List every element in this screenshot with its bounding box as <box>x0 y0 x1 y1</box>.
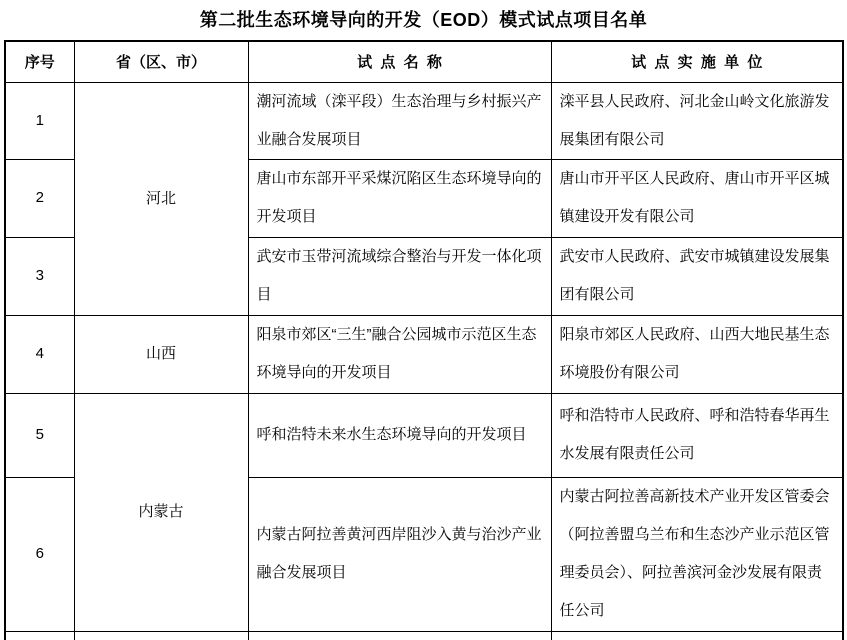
serial-cell: 6 <box>5 477 74 631</box>
implementing-unit-cell: 滦平县人民政府、河北金山岭文化旅游发展集团有限公司 <box>551 82 843 159</box>
serial-cell: 2 <box>5 159 74 237</box>
province-cell: 河北 <box>74 82 248 315</box>
table-row <box>5 393 843 477</box>
serial-cell: 5 <box>5 393 74 477</box>
serial-cell: 3 <box>5 237 74 315</box>
serial-cell: 1 <box>5 82 74 159</box>
table-header-row <box>5 41 843 82</box>
project-name-cell: 呼和浩特未来水生态环境导向的开发项目 <box>248 393 551 477</box>
project-name-cell: 唐山市东部开平采煤沉陷区生态环境导向的开发项目 <box>248 159 551 237</box>
serial-cell: 4 <box>5 315 74 393</box>
header-implementing-unit: 试点实施单位 <box>551 41 843 82</box>
project-name-cell: 内蒙古阿拉善黄河西岸阻沙入黄与治沙产业融合发展项目 <box>248 477 551 631</box>
header-serial: 序号 <box>5 41 74 82</box>
page-title: 第二批生态环境导向的开发（EOD）模式试点项目名单 <box>199 10 648 30</box>
eod-projects-table <box>4 40 844 640</box>
implementing-unit-cell: 阳泉市郊区人民政府、山西大地民基生态环境股份有限公司 <box>551 315 843 393</box>
project-name-cell: 阳泉市郊区“三生”融合公园城市示范区生态环境导向的开发项目 <box>248 315 551 393</box>
province-cell <box>74 631 248 640</box>
project-name-cell: 武安市玉带河流域综合整治与开发一体化项目 <box>248 237 551 315</box>
serial-cell <box>5 631 74 640</box>
implementing-unit-cell: 武安市人民政府、武安市城镇建设发展集团有限公司 <box>551 237 843 315</box>
table-row-partial <box>5 631 843 640</box>
province-cell: 内蒙古 <box>74 393 248 631</box>
implementing-unit-cell <box>551 631 843 640</box>
header-province: 省（区、市） <box>74 41 248 82</box>
table-row <box>5 82 843 159</box>
table-row <box>5 315 843 393</box>
implementing-unit-cell: 呼和浩特市人民政府、呼和浩特春华再生水发展有限责任公司 <box>551 393 843 477</box>
implementing-unit-cell: 内蒙古阿拉善高新技术产业开发区管委会（阿拉善盟乌兰布和生态沙产业示范区管理委员会）、阿拉善滨河金沙发展有限责任公司 <box>551 477 843 631</box>
implementing-unit-cell: 唐山市开平区人民政府、唐山市开平区城镇建设开发有限公司 <box>551 159 843 237</box>
header-project-name: 试点名称 <box>248 41 551 82</box>
project-name-cell: 潮河流域（滦平段）生态治理与乡村振兴产业融合发展项目 <box>248 82 551 159</box>
project-name-cell <box>248 631 551 640</box>
province-cell: 山西 <box>74 315 248 393</box>
